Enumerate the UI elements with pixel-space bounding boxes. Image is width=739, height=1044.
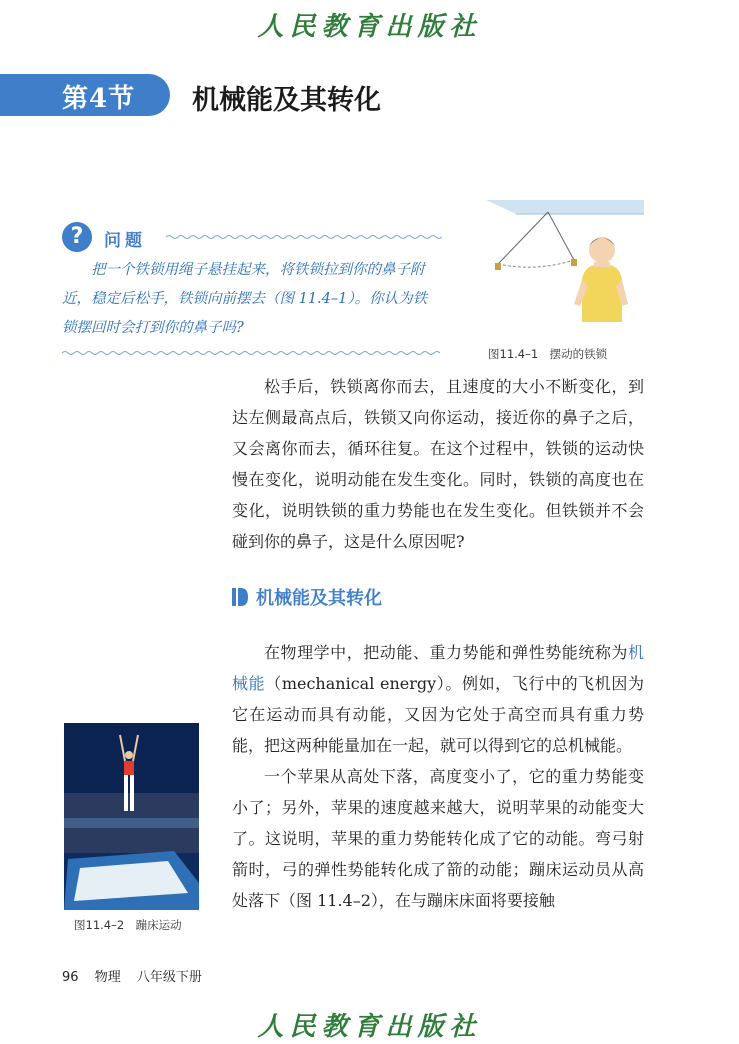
page-footer bbox=[62, 966, 214, 985]
figure-caption-1: 图11.4–1 摆动的铁锁 bbox=[488, 347, 608, 361]
wavy-divider-top bbox=[166, 234, 442, 240]
subheading: 机械能及其转化 bbox=[256, 588, 382, 609]
paragraph-3: 一个苹果从高处下落，高度变小了，它的重力势能变小了；另外，苹果的速度越来越大，说明苹果的动能变大了。这说明，苹果的重力势能转化成了它的动能。弯弓射箭时，弓的弹性势能转化成了箭的动能；蹦床运动员从高处落下（图 11.4–2），在与蹦床床面将要接触 bbox=[232, 767, 644, 910]
publisher-logo-top: 人民教育出版社 bbox=[257, 12, 482, 42]
question-icon: ? bbox=[62, 222, 92, 252]
paragraph-2-lead: 在物理学中，把动能、重力势能和弹性势能统称为 bbox=[264, 643, 628, 662]
section-number-tab bbox=[0, 74, 170, 116]
paragraph-2-rest: （mechanical energy）。例如，飞行中的飞机因为它在运动而具有动能，又因为它处于高空而具有重力势能，把这两种能量加在一起，就可以得到它的总机械能。 bbox=[232, 674, 644, 755]
term-mechanical-energy: 机械能 bbox=[232, 643, 644, 693]
paragraph-1: 松手后，铁锁离你而去，且速度的大小不断变化，到达左侧最高点后，铁锁又向你运动，接近你的鼻子之后，又会离你而去，循环往复。在这个过程中，铁锁的运动快慢在变化，说明动能在发生变化。同时，铁锁的高度也在变化，说明铁锁的重力势能也在发生变化。但铁锁并不会碰到你的鼻子，这是什么原因呢? bbox=[232, 377, 644, 551]
page-number: 96 bbox=[62, 970, 79, 985]
paragraph-2 bbox=[232, 637, 644, 761]
trampoline-photo bbox=[64, 723, 199, 910]
footer-subject: 物理 bbox=[94, 970, 121, 985]
question-text: 把一个铁锁用绳子悬挂起来，将铁锁拉到你的鼻子附近，稳定后松手，铁锁向前摆去（图 11.4–1）。你认为铁锁摆回时会打到你的鼻子吗? bbox=[62, 262, 428, 336]
section-number: 第4节 bbox=[62, 84, 136, 114]
footer-volume: 八年级下册 bbox=[136, 970, 202, 985]
swinging-lock-illustration bbox=[476, 200, 644, 330]
wavy-divider-bottom bbox=[62, 350, 442, 356]
question-label: 问题 bbox=[104, 231, 146, 251]
publisher-logo-bottom: 人民教育出版社 bbox=[257, 1012, 482, 1042]
subheading-marker-icon bbox=[232, 587, 248, 607]
question-box bbox=[62, 222, 442, 358]
figure-caption-2: 图11.4–2 蹦床运动 bbox=[74, 918, 182, 932]
section-title: 机械能及其转化 bbox=[192, 85, 381, 116]
